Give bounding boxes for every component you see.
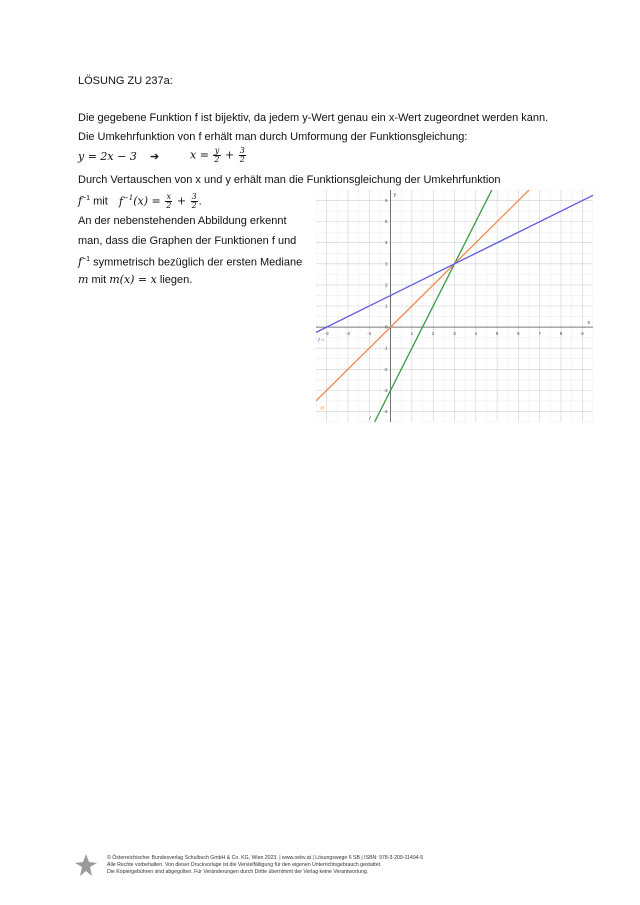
x-tick-label: 9 xyxy=(581,331,584,337)
y-tick-label: 0 xyxy=(385,324,388,330)
m-symbol: m xyxy=(78,273,89,286)
footer-line-3: Die Kopiergebühren sind abgegolten. Für Veränderungen durch Dritte übernimmt der Verlag keine Verantwortung. xyxy=(107,869,369,875)
median-equation: m(x) = x xyxy=(109,273,157,286)
x-tick-label: -3 xyxy=(324,331,329,337)
liegen-text: liegen. xyxy=(156,274,193,286)
symmetric-text: symmetrisch bezüglich der ersten Mediane xyxy=(90,256,303,269)
series-label: f xyxy=(369,415,371,422)
frac-num: y xyxy=(214,146,220,155)
x-tick-label: 6 xyxy=(517,331,520,337)
paragraph-figure-4 xyxy=(78,273,192,287)
paragraph-swap: Durch Vertauschen von x und y erhält man die Funktionsgleichung der Umkehrfunktion xyxy=(78,174,501,186)
plus-sign: + xyxy=(221,148,238,162)
y-tick-label: 4 xyxy=(385,240,388,246)
fraction-x-2 xyxy=(165,193,172,210)
x-tick-label: 7 xyxy=(538,331,541,337)
y-tick-label: -4 xyxy=(383,408,388,414)
series-label: m xyxy=(320,405,325,412)
footer xyxy=(107,855,423,876)
paragraph-figure-2: man, dass die Graphen der Funktionen f und xyxy=(78,235,297,247)
superscript: −1 xyxy=(82,256,91,263)
mit-text: mit xyxy=(88,274,110,286)
footer-line-1: © Österreichischer Bundesverlag Schulbuch GmbH & Co. KG, Wien 2023. | www.oebv.at | Lösungswege 6 SB | ISBN: 978-3-209-11494-5 xyxy=(107,855,424,861)
y-tick-label: -1 xyxy=(383,345,388,351)
mit-text: mit xyxy=(90,195,108,208)
f-symbol: f xyxy=(78,194,83,208)
superscript: −1 xyxy=(82,195,91,202)
x-tick-label: 3 xyxy=(453,331,456,337)
eq2-left: x = xyxy=(190,148,213,162)
x-tick-label: 4 xyxy=(474,331,478,337)
plus-sign: + xyxy=(173,194,190,208)
period: . xyxy=(198,195,202,208)
paragraph-figure-1: An der nebenstehenden Abbildung erkennt xyxy=(78,215,287,227)
inverse-function-line xyxy=(78,191,202,210)
f-symbol: f xyxy=(78,255,83,269)
y-tick-label: -3 xyxy=(383,387,388,393)
x-tick-label: 5 xyxy=(495,331,499,337)
equation-f: y = 2x − 3 xyxy=(78,150,137,163)
f-symbol: f xyxy=(118,194,123,208)
x-tick-label: -2 xyxy=(345,331,350,337)
footer-line-2: Alle Rechte vorbehalten. Von dieser Druckvorlage ist die Vervielfältigung für den eigenen Unterrichtsgebrauch gestattet. xyxy=(107,862,382,868)
x-tick-label: 2 xyxy=(431,331,435,337)
arrow-icon: ➔ xyxy=(150,151,160,163)
x-tick-label: 8 xyxy=(559,331,563,337)
frac-den: 2 xyxy=(214,155,220,164)
y-tick-label: -2 xyxy=(383,366,388,372)
paragraph-bijective: Die gegebene Funktion f ist bijektiv, da jedem y-Wert genau ein x-Wert zugeordnet werden kann. xyxy=(78,112,549,124)
y-tick-label: 6 xyxy=(385,198,388,204)
fraction-3-2 xyxy=(191,193,198,210)
fraction-y-2 xyxy=(213,147,220,164)
y-tick-label: 3 xyxy=(385,261,388,267)
solution-heading: LÖSUNG ZU 237a: xyxy=(78,75,173,87)
y-tick-label: 5 xyxy=(385,219,388,225)
inverse-arg: (x) = xyxy=(133,194,165,208)
function-graph xyxy=(316,190,593,422)
paragraph-figure-3 xyxy=(78,253,302,270)
frac-den: 2 xyxy=(191,201,197,211)
y-axis-label: y xyxy=(393,192,397,198)
x-axis-label: x xyxy=(587,320,590,327)
publisher-logo xyxy=(75,854,97,878)
series-label: f⁻¹ xyxy=(318,337,324,344)
x-tick-label: 1 xyxy=(410,331,414,337)
frac-den: 2 xyxy=(166,201,172,211)
frac-den: 2 xyxy=(239,155,245,164)
frac-num: x xyxy=(166,192,172,202)
y-tick-label: 2 xyxy=(385,282,388,288)
frac-num: 3 xyxy=(239,146,245,155)
fraction-3-2 xyxy=(239,147,246,164)
frac-num: 3 xyxy=(191,192,197,202)
paragraph-inverse-intro: Die Umkehrfunktion von f erhält man durch Umformung der Funktionsgleichung: xyxy=(78,131,468,143)
x-tick-label: -1 xyxy=(367,331,372,337)
superscript: −1 xyxy=(122,194,134,202)
y-tick-label: 1 xyxy=(385,303,388,309)
equation-x xyxy=(190,147,247,164)
